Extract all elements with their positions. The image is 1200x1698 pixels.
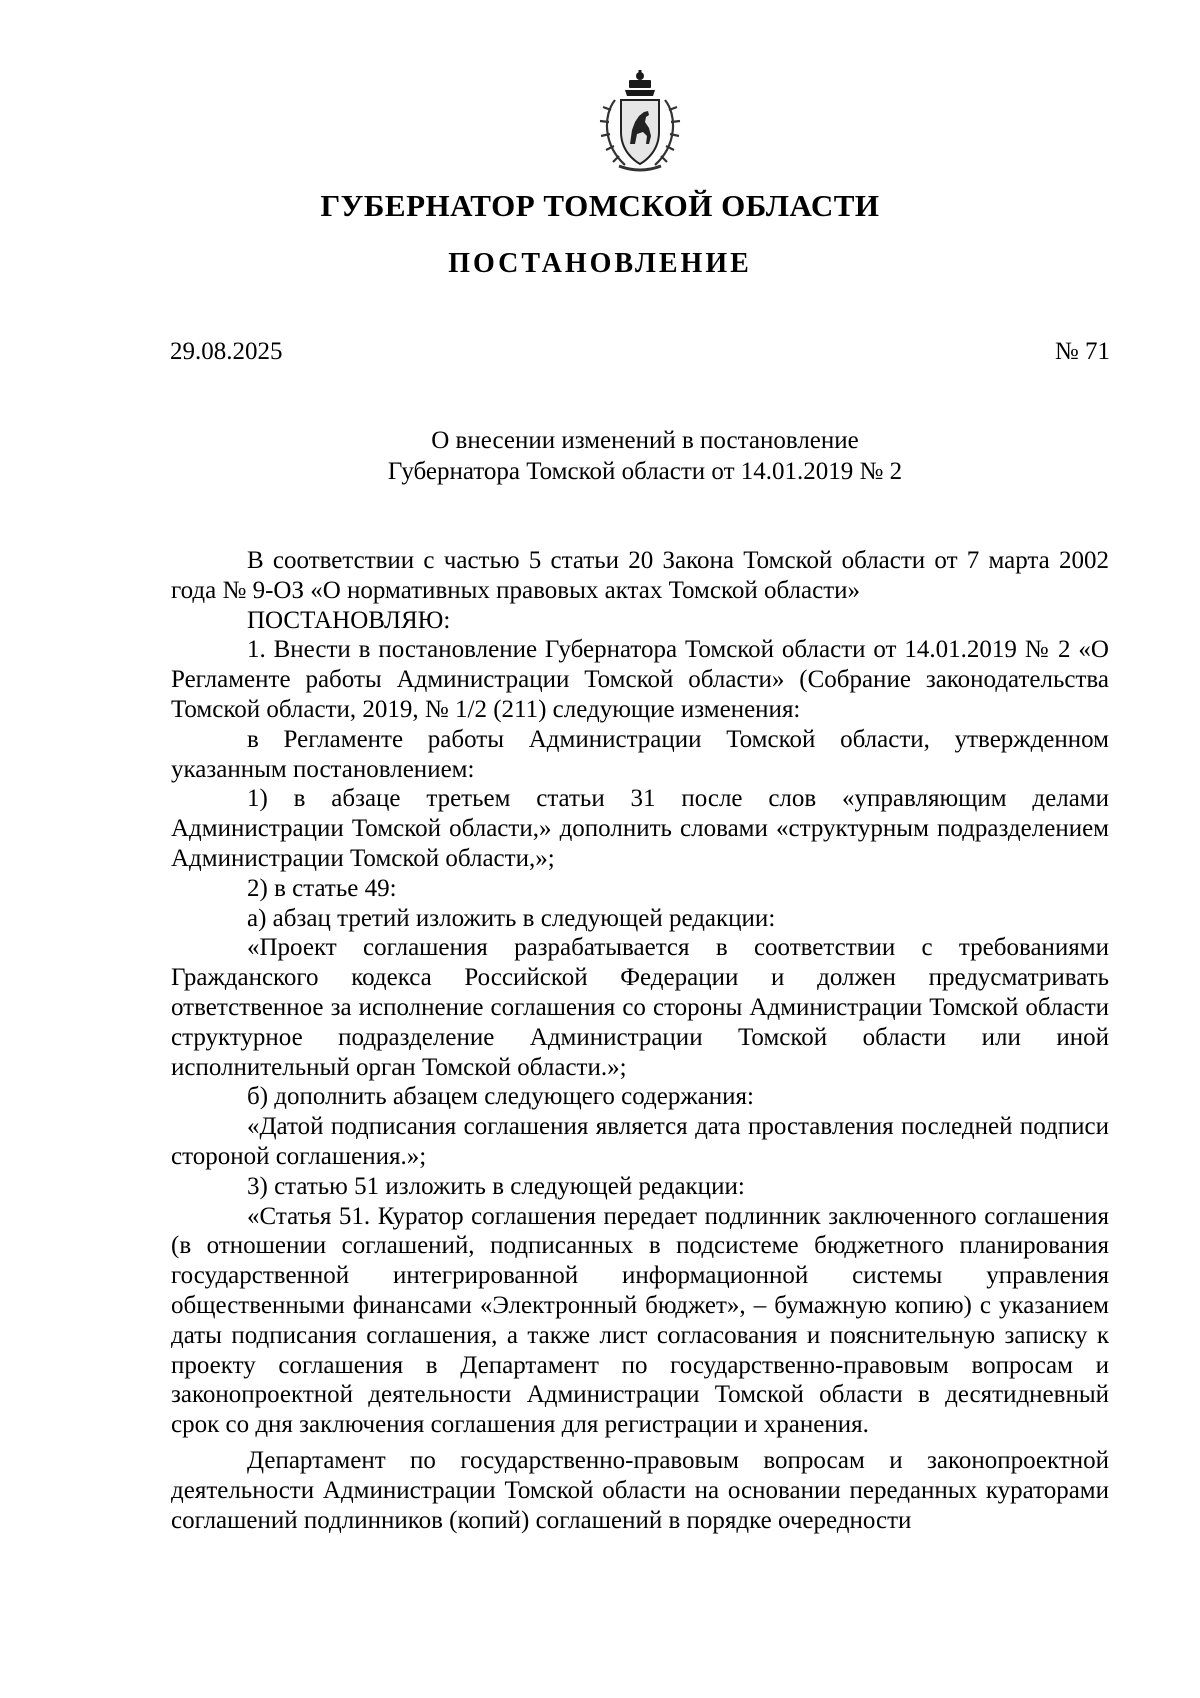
body-paragraph: в Регламенте работы Администрации Томской области, утвержденном указанным постановлением: [171, 725, 1109, 783]
subject-line-2: Губернатора Томской области от 14.01.2019 № 2 [387, 458, 903, 485]
subject-line-1: О внесении изменений в постановление [431, 427, 859, 454]
body-paragraph: «Проект соглашения разрабатывается в соответствии с требованиями Гражданского кодекса Российской Федерации и должен предусматривать ответственное за исполнение соглашения со стороны Администрации Томской области структурное подразделение Администрации Томской области или иной исполнительный орган Томской области.»; [171, 934, 1109, 1081]
body-paragraph: Департамент по государственно-правовым вопросам и законопроектной деятельности Администрации Томской области на основании переданных кураторами соглашений подлинников (копий) соглашений в порядке очередности [171, 1446, 1109, 1534]
body-paragraph: 3) статью 51 изложить в следующей редакции: [247, 1172, 745, 1200]
body-paragraph: 1) в абзаце третьем статьи 31 после слов «управляющим делами Администрации Томской области,» дополнить словами «структурным подразделением Администрации Томской области,»; [171, 785, 1109, 872]
body-paragraph: В соответствии с частью 5 статьи 20 Закона Томской области от 7 марта 2002 года № 9-ОЗ «О нормативных правовых актах Томской области» [171, 547, 1109, 604]
body-paragraph: б) дополнить абзацем следующего содержания: [247, 1083, 754, 1111]
body-paragraph: 1. Внести в постановление Губернатора Томской области от 14.01.2019 № 2 «О Регламенте работы Администрации Томской области» (Собрание законодательства Томской области, 2019, № 1/2 (211) следующие изменения: [171, 636, 1109, 723]
body-paragraph: 2) в статье 49: [247, 874, 397, 902]
body-paragraph: «Статья 51. Куратор соглашения передает подлинник заключенного соглашения (в отношении соглашений, подписанных в подсистеме бюджетного планирования государственной интегрированной информационной системы управления общественными финансами «Электронный бюджет», – бумажную копию) с указанием даты подписания соглашения, а также лист согласования и пояснительную записку к проекту соглашения в Департамент по государственно-правовым вопросам и законопроектной деятельности Администрации Томской области в десятидневный срок со дня заключения соглашения для регистрации и хранения. [171, 1202, 1109, 1439]
document-number: № 71 [1054, 338, 1110, 365]
document-subject [0, 425, 1200, 487]
body-paragraph-resolve: ПОСТАНОВЛЯЮ: [247, 606, 451, 634]
document-date: 29.08.2025 [170, 338, 283, 365]
document-type-title: ПОСТАНОВЛЕНИЕ [448, 248, 752, 279]
body-paragraph: «Датой подписания соглашения является дата проставления последней подписи стороной соглашения.»; [171, 1113, 1109, 1170]
document-body [171, 546, 1109, 1535]
body-paragraph: а) абзац третий изложить в следующей редакции: [247, 904, 776, 932]
coat-of-arms-icon [585, 70, 695, 180]
issuing-authority-title: ГУБЕРНАТОР ТОМСКОЙ ОБЛАСТИ [320, 188, 880, 223]
document-meta-row [170, 338, 1110, 366]
